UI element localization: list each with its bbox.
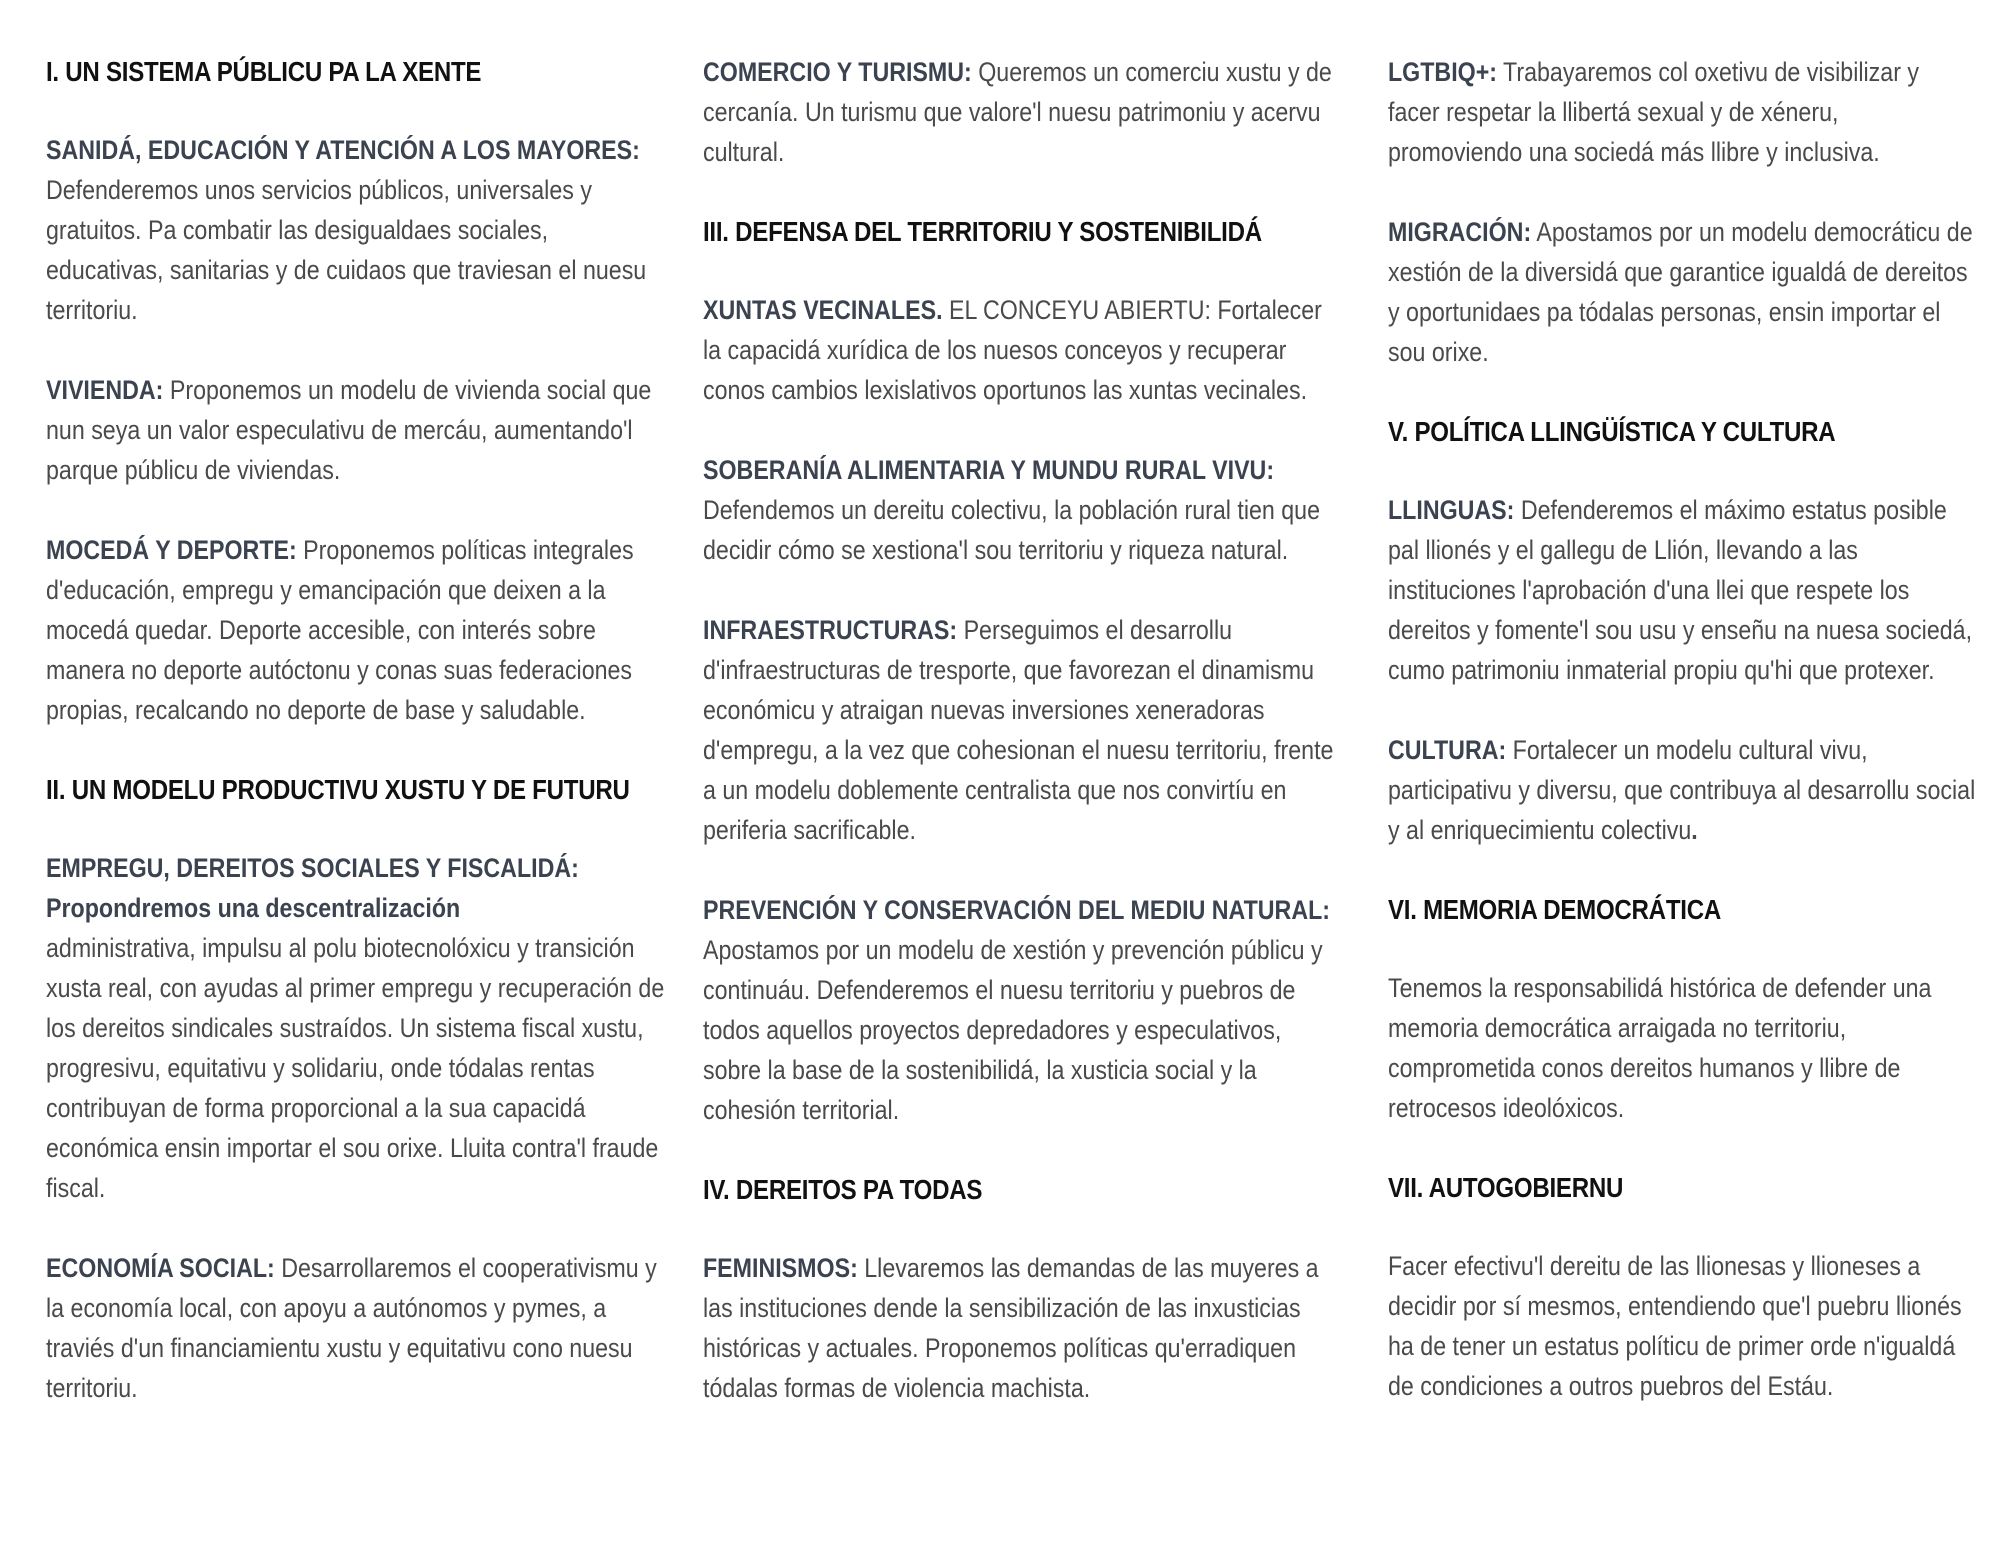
paragraph-text: Apostamos por un modelu de xestión y prevención públicu y continuáu. Defenderemos el nuesu territoriu y puebros de todos aquellos proyectos depredadores y especulativos, sobre la base de la sostenibilidá, la xusticia social y la cohesión territorial. [703, 935, 1323, 1125]
paragraph-migracion [1388, 212, 1977, 372]
paragraph-prevencion [703, 890, 1341, 1130]
paragraph-cultura [1388, 730, 1977, 850]
column-1 [46, 52, 666, 1448]
paragraph-lead: SOBERANÍA ALIMENTARIA Y MUNDU RURAL VIVU: [703, 455, 1275, 485]
paragraph-text: Defenderemos unos servicios públicos, universales y gratuitos. Pa combatir las desigualdaes sociales, educativas, sanitarias y de cuidaos que traviesan el nuesu territoriu. [46, 175, 647, 325]
paragraph-comercio [703, 52, 1341, 172]
section-heading-modelu-productivu: II. UN MODELU PRODUCTIVU XUSTU Y DE FUTURU [46, 774, 630, 805]
paragraph-lead: XUNTAS VECINALES. [703, 295, 943, 325]
section-heading-autogobiernu: VII. AUTOGOBIERNU [1388, 1172, 1624, 1203]
paragraph-sanida [46, 130, 665, 330]
paragraph-lead: INFRAESTRUCTURAS: [703, 615, 958, 645]
paragraph-text: Llevaremos las demandas de las muyeres a las instituciones dende la sensibilización de las inxusticias históricas y actuales. Proponemos políticas qu'erradiquen tódalas formas de violencia machista. [703, 1253, 1319, 1403]
paragraph-lead: SANIDÁ, EDUCACIÓN Y ATENCIÓN A LOS MAYORES: [46, 135, 640, 165]
paragraph-soberania [703, 450, 1341, 570]
paragraph-infraestructuras [703, 610, 1341, 850]
paragraph-text: Proponemos políticas integrales d'educación, empregu y emancipación que deixen a la mocedá quedar. Deporte accesible, con interés sobre manera no deporte autóctonu y conas suas federaciones propias, recalcando no deporte de base y saludable. [46, 535, 634, 725]
paragraph-feminismos [703, 1248, 1341, 1408]
paragraph-text: Perseguimos el desarrollu d'infraestructuras de tresporte, que favorezan el dinamismu económicu y atraigan nuevas inversiones xeneradoras d'empregu, a la vez que cohesionan el nuesu territoriu, frente a un modelu doblemente centralista que nos convirtíu en periferia sacrificable. [703, 615, 1334, 845]
paragraph-vivienda [46, 370, 665, 490]
paragraph-lgtbiq [1388, 52, 1977, 172]
paragraph-text: EL CONCEYU ABIERTU: Fortalecer la capacidá xurídica de los nuesos conceyos y recuperar conos cambios lexislativos oportunos las xuntas vecinales. [703, 295, 1322, 405]
paragraph-text: Defendemos un dereitu colectivu, la población rural tien que decidir cómo se xestiona'l sou territoriu y riqueza natural. [703, 495, 1321, 565]
paragraph-autogobiernu: Facer efectivu'l dereitu de las llionesas y llioneses a decidir por sí mesmos, entendiendo que'l puebru llionés ha de tener un estatus políticu de primer orde n'igualdá de condiciones a outros puebros del Estáu. [1388, 1251, 1962, 1401]
paragraph-end-mark: . [1691, 815, 1698, 845]
section-heading-politica-llinguistica: V. POLÍTICA LLINGÜÍSTICA Y CULTURA [1388, 416, 1836, 447]
paragraph-lead: MIGRACIÓN: [1388, 217, 1532, 247]
paragraph-text: Proponemos un modelu de vivienda social que nun seya un valor especulativu de mercáu, aumentando'l parque públicu de viviendas. [46, 375, 652, 485]
paragraph-llinguas [1388, 490, 1977, 690]
paragraph-xuntas [703, 290, 1341, 410]
section-heading-defensa-territoriu: III. DEFENSA DEL TERRITORIU Y SOSTENIBILIDÁ [703, 216, 1262, 247]
paragraph-lead: CULTURA: [1388, 735, 1507, 765]
section-heading-sistema-publicu: I. UN SISTEMA PÚBLICU PA LA XENTE [46, 56, 482, 87]
paragraph-text: administrativa, impulsu al polu biotecnolóxicu y transición xusta real, con ayudas al primer empregu y recuperación de los dereitos sindicales sustraídos. Un sistema fiscal xustu, progresivu, equitativu y solidariu, onde tódalas rentas contribuyan de forma proporcional a la sua capacidá económica ensin importar el sou orixe. Lluita contra'l fraude fiscal. [46, 933, 665, 1203]
paragraph-memoria: Tenemos la responsabilidá histórica de defender una memoria democrática arraigada no territoriu, comprometida conos dereitos humanos y llibre de retrocesos ideolóxicos. [1388, 973, 1932, 1123]
paragraph-moceda [46, 530, 665, 730]
paragraph-lead: ECONOMÍA SOCIAL: [46, 1253, 275, 1283]
paragraph-lead: FEMINISMOS: [703, 1253, 858, 1283]
paragraph-lead: COMERCIO Y TURISMU: [703, 57, 972, 87]
column-3 [1388, 52, 1978, 1446]
section-heading-memoria: VI. MEMORIA DEMOCRÁTICA [1388, 894, 1721, 925]
paragraph-text: Defenderemos el máximo estatus posible pal llionés y el gallegu de Llión, llevando a las instituciones l'aprobación d'una llei que respete los dereitos y fomente'l sou usu y enseñu na nuesa sociedá, cumo patrimoniu inmaterial propiu qu'hi que protexer. [1388, 495, 1973, 685]
paragraph-text: Desarrollaremos el cooperativismu y la economía local, con apoyu a autónomos y pymes, a traviés d'un financiamientu xustu y equitativu cono nuesu territoriu. [46, 1253, 657, 1403]
paragraph-text: Apostamos por un modelu democráticu de xestión de la diversidá que garantice igualdá de dereitos y oportunidaes pa tódalas personas, ensin importar el sou orixe. [1388, 217, 1973, 367]
paragraph-empregu [46, 848, 665, 1208]
paragraph-text: Queremos un comerciu xustu y de cercanía. Un turismu que valore'l nuesu patrimoniu y acervu cultural. [703, 57, 1332, 167]
column-2 [703, 52, 1343, 1448]
paragraph-economia-social [46, 1248, 665, 1408]
paragraph-lead: VIVIENDA: [46, 375, 164, 405]
paragraph-lead: MOCEDÁ Y DEPORTE: [46, 535, 297, 565]
paragraph-lead: LLINGUAS: [1388, 495, 1515, 525]
paragraph-text: Trabayaremos col oxetivu de visibilizar y facer respetar la llibertá sexual y de xéneru, promoviendo una sociedá más llibre y inclusiva. [1388, 57, 1920, 167]
paragraph-lead: EMPREGU, DEREITOS SOCIALES Y FISCALIDÁ: [46, 853, 579, 883]
paragraph-lead: PREVENCIÓN Y CONSERVACIÓN DEL MEDIU NATURAL: [703, 895, 1331, 925]
paragraph-text: Fortalecer un modelu cultural vivu, participativu y diversu, que contribuya al desarrollu social y al enriquecimientu colectivu [1388, 735, 1976, 845]
paragraph-lead-continued: Propondremos una descentralización [46, 893, 461, 923]
paragraph-lead: LGTBIQ+: [1388, 57, 1498, 87]
section-heading-dereitos: IV. DEREITOS PA TODAS [703, 1174, 983, 1205]
